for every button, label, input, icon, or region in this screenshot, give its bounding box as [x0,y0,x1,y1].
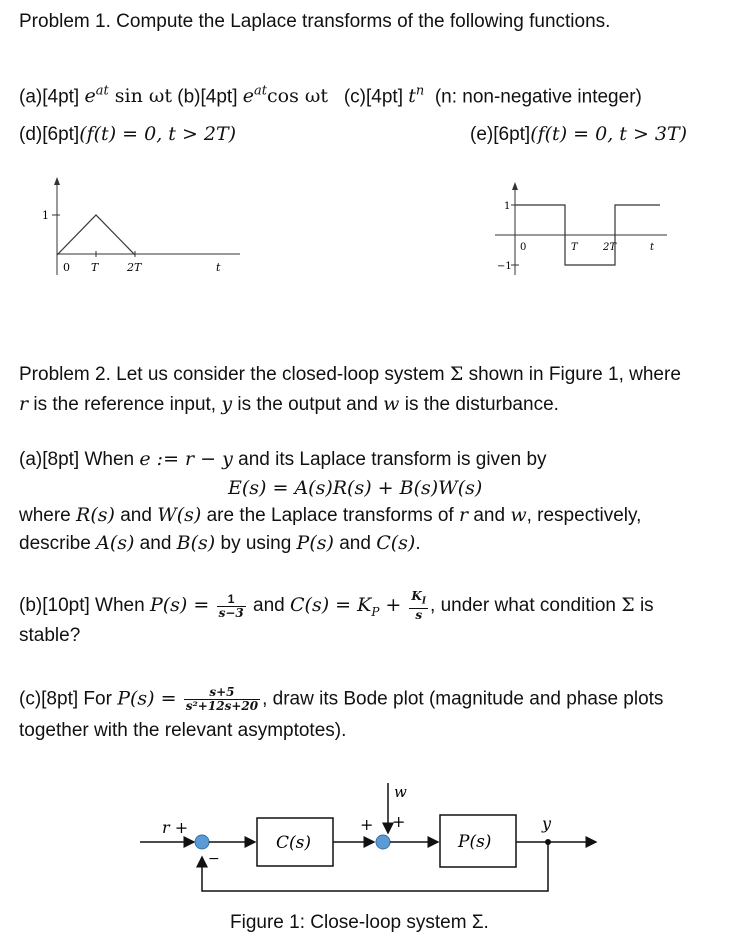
p2c-line2: together with the relevant asymptotes). [19,720,347,741]
p1b-label: (b)[4pt] [177,86,238,108]
graph-e-ylabel-1: 1 [504,201,511,212]
minus-label: − [208,851,220,867]
p1c-label: (c)[4pt] [343,86,403,108]
p1c-note: (n: non-negative integer) [434,86,642,108]
p2b-KI-fraction: $\frac{K_I}{s}$ [411,589,427,623]
graph-e-tick-t: t [650,242,655,253]
problem2-intro-line2: r is the reference input, y is the output and w is the disturbance. [19,393,559,415]
p2b-P-fraction: $\frac{1}{s-3}$ [218,591,244,620]
plus-left-label: + [360,815,374,834]
problem1-row1 [19,80,642,109]
p2a-line3: where R(s) and W(s) are the Laplace transforms of r and w, respectively, [19,504,642,526]
summing-node-2 [376,835,390,849]
P-block-label: P(s) [458,832,492,852]
graph-e [495,180,675,280]
problem2-intro-line1: Problem 2. Let us consider the closed-loop system Σ shown in Figure 1, where [19,363,681,385]
graph-e-tick-T: T [571,242,578,253]
plus-w-label: + [392,812,406,831]
p1a-expr: $e^{at}$ sin ωt [84,84,172,108]
graph-d-tick-0: 0 [63,261,70,274]
graph-e-tick-0: 0 [520,242,527,253]
p2b-line1: (b)[10pt] When P(s) = $\frac{1}{s-3}$ and $C(s) = K_P$ + $\frac{K_I}{s}$ , under what condition Σ is [19,589,654,623]
p1e-line: (e)[6pt](f(t) = 0, t > 3T) [470,123,688,145]
graph-d-tick-T: T [91,261,99,274]
p2c-line1: (c)[8pt] For P(s) = $\frac{s+5}{\text{s²+12s+20}}$ , draw its Bode plot (magnitude and phase plots [19,685,664,713]
problem1-title: Problem 1. Compute the Laplace transforms of the following functions. [19,11,611,32]
graph-d [30,175,250,285]
r-label: r + [162,818,189,837]
summing-node-1 [195,835,209,849]
p2a-line1: (a)[8pt] When e := r − y and its Laplace transform is given by [19,448,547,470]
p2a-line4: describe A(s) and B(s) by using P(s) and C(s). [19,532,421,554]
figure-caption: Figure 1: Close-loop system Σ. [230,912,489,933]
p1d-line: (d)[6pt](f(t) = 0, t > 2T) [19,123,237,145]
p2a-equation: E(s) = A(s)R(s) + B(s)W(s) [228,477,483,499]
y-label: y [542,814,552,833]
p2c-P-fraction: $\frac{s+5}{\text{s²+12s+20}}$ [185,685,259,713]
p1b-expr: $e^{at}\cos$ ωt [242,84,328,108]
block-diagram [130,775,610,905]
graph-d-ylabel: 1 [42,209,49,222]
w-label: w [394,783,407,801]
p1c-expr: $t^n$ [408,84,425,108]
C-block-label: C(s) [276,833,311,853]
graph-d-tick-t: t [216,261,221,274]
p2b-line2: stable? [19,625,81,646]
p1a-label: (a)[4pt] [19,86,80,108]
graph-e-ylabel-neg1: −1 [497,261,512,272]
graph-e-tick-2T: 2T [603,242,617,253]
graph-d-tick-2T: 2T [127,261,142,274]
graph-d-triangle [57,215,135,255]
